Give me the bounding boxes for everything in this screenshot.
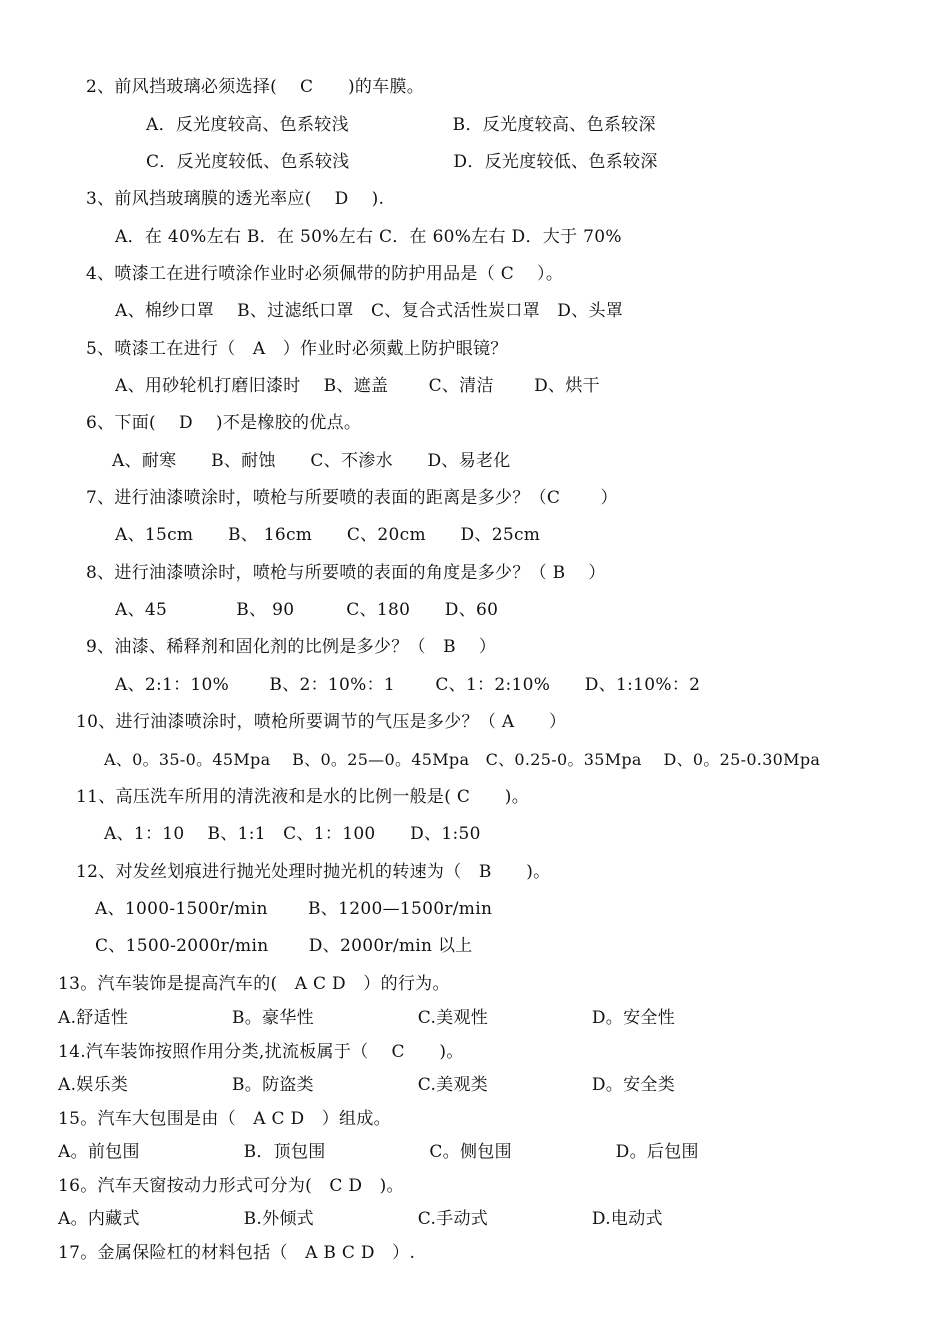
- question-9: 9、油漆、稀释剂和固化剂的比例是多少？（ B ）: [86, 637, 497, 657]
- question-7-options: A、15cm B、 16cm C、20cm D、25cm: [115, 525, 541, 545]
- question-11: 11、高压洗车所用的清洗液和是水的比例一般是( C )。: [76, 787, 530, 807]
- question-5: 5、喷漆工在进行（ A ）作业时必须戴上防护眼镜？: [86, 339, 508, 359]
- question-4-options: A、棉纱口罩 B、过滤纸口罩 C、复合式活性炭口罩 D、头罩: [115, 301, 624, 321]
- question-10-options: A、0。35-0。45Mpa B、0。25—0。45Mpa C、0.25-0。35Mpa D、0。25-0.30Mpa: [104, 750, 821, 769]
- question-13-options: A.舒适性 B。豪华性 C.美观性 D。安全性: [58, 1008, 676, 1028]
- question-2-options-ab: A．反光度较高、色系较浅 B．反光度较高、色系较深: [146, 115, 656, 135]
- question-12-options-ab: A、1000-1500r/min B、1200—1500r/min: [95, 899, 493, 919]
- question-2-options-cd: C．反光度较低、色系较浅 D．反光度较低、色系较深: [146, 152, 658, 172]
- question-3-options: A．在 40%左右 B．在 50%左右 C．在 60%左右 D．大于 70%: [115, 227, 622, 247]
- question-5-options: A、用砂轮机打磨旧漆时 B、遮盖 C、清洁 D、烘干: [115, 376, 600, 396]
- question-16-options: A。内藏式 B.外倾式 C.手动式 D.电动式: [58, 1209, 663, 1229]
- question-8-options: A、45 B、 90 C、180 D、60: [115, 600, 499, 620]
- question-8: 8、进行油漆喷涂时，喷枪与所要喷的表面的角度是多少？（ B ）: [86, 563, 606, 583]
- question-3: 3、前风挡玻璃膜的透光率应( D ).: [86, 189, 385, 209]
- question-17: 17。金属保险杠的材料包括（ A B C D ）.: [58, 1243, 416, 1263]
- question-10: 10、进行油漆喷涂时，喷枪所要调节的气压是多少？（ A ）: [76, 712, 567, 732]
- question-14-options: A.娱乐类 B。防盗类 C.美观类 D。安全类: [58, 1075, 676, 1095]
- question-15: 15。汽车大包围是由（ A C D ）组成。: [58, 1109, 391, 1129]
- question-12-options-cd: C、1500-2000r/min D、2000r/min 以上: [95, 936, 473, 956]
- question-2: 2、前风挡玻璃必须选择( C )的车膜。: [86, 77, 425, 97]
- question-4: 4、喷漆工在进行喷涂作业时必须佩带的防护用品是（ C ）。: [86, 264, 564, 284]
- question-6-options: A、耐寒 B、耐蚀 C、不渗水 D、易老化: [112, 451, 511, 471]
- question-14: 14.汽车装饰按照作用分类,扰流板属于（ C )。: [58, 1042, 464, 1062]
- question-15-options: A。前包围 B．顶包围 C。侧包围 D。后包围: [58, 1142, 699, 1162]
- question-9-options: A、2:1：10% B、2：10%：1 C、1：2:10% D、1:10%：2: [115, 675, 701, 695]
- question-6: 6、下面( D )不是橡胶的优点。: [86, 413, 362, 433]
- question-13: 13。汽车装饰是提高汽车的( A C D ）的行为。: [58, 974, 450, 994]
- question-16: 16。汽车天窗按动力形式可分为( C D )。: [58, 1176, 404, 1196]
- question-7: 7、进行油漆喷涂时，喷枪与所要喷的表面的距离是多少？（C ）: [86, 488, 618, 508]
- question-12: 12、对发丝划痕进行抛光处理时抛光机的转速为（ B )。: [76, 862, 551, 882]
- question-11-options: A、1：10 B、1:1 C、1：100 D、1:50: [104, 824, 481, 844]
